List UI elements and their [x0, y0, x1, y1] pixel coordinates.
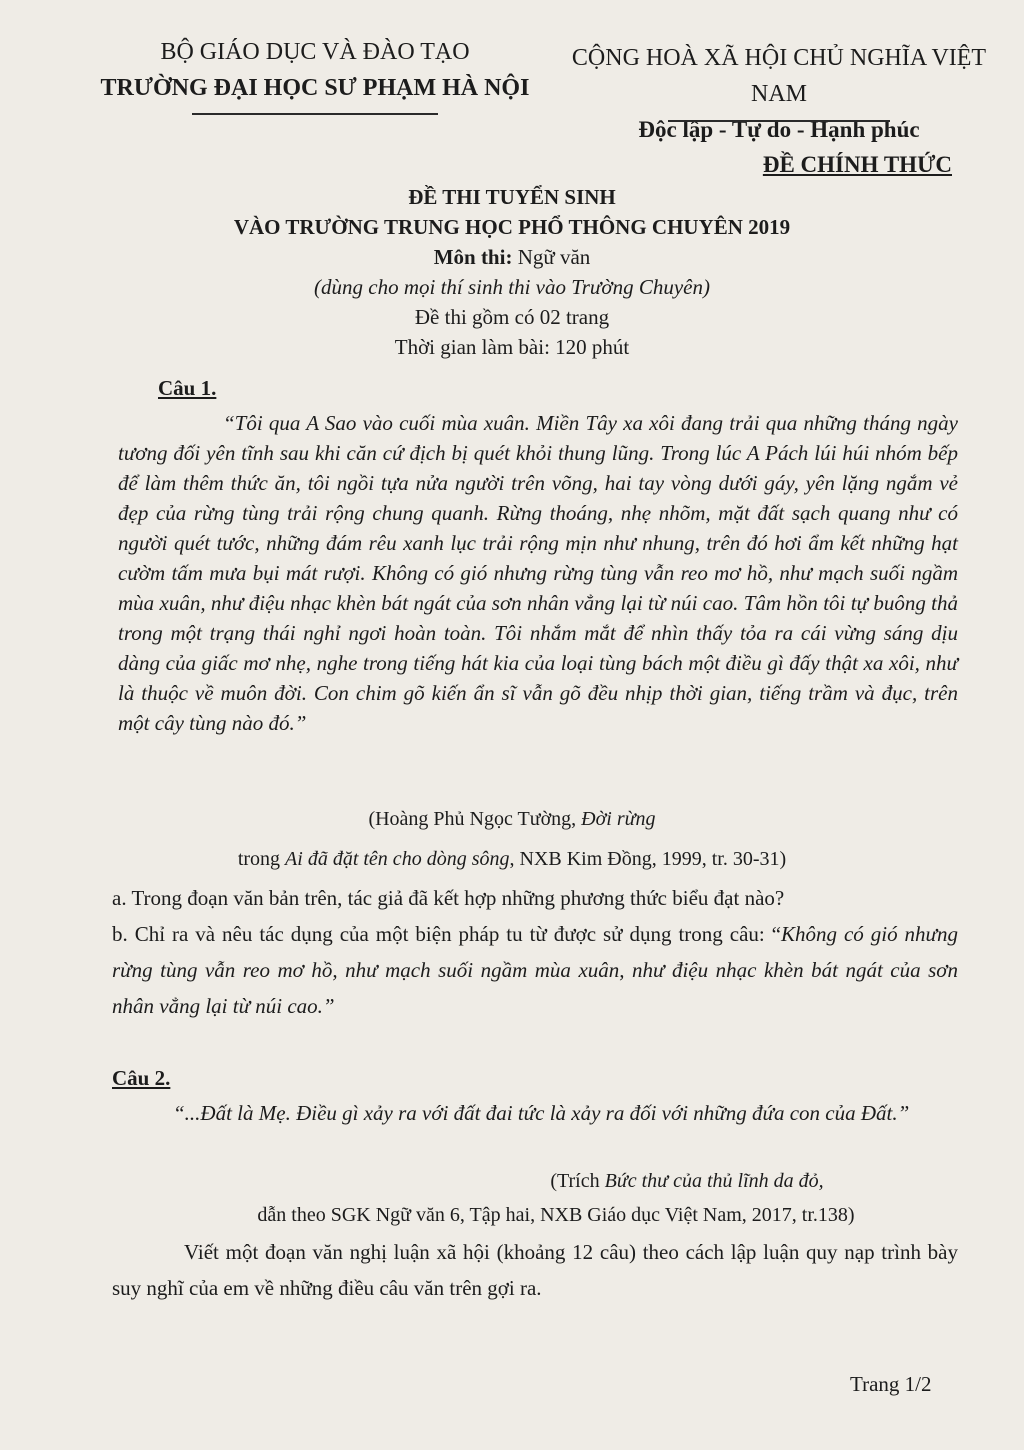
national-motto: Độc lập - Tự do - Hạnh phúc	[638, 117, 920, 142]
page-number: Trang 1/2	[850, 1372, 932, 1396]
subject-label: Môn thi:	[433, 245, 513, 269]
subject-value: Ngữ văn	[517, 245, 591, 269]
passage-text: “Tôi qua A Sao vào cuối mùa xuân. Miền Tây xa xôi đang trải qua những tháng ngày tương đối yên tĩnh sau khi căn cứ địch bị quét khỏi thung lũng. Trong lúc A Pách lúi húi nhóm bếp để làm thêm thức ăn, tôi ngồi tựa nửa người trên võng, hai tay vòng dưới gáy, yên lặng ngắm vẻ đẹp của rừng tùng trải rộng chung quanh. Rừng thoáng, nhẹ nhõm, mặt đất sạch quang như có người quét tước, những đám rêu xanh lục trải rộng mịn như nhung, trên đó hơi ẩm kết những hạt cườm tấm mưa bụi mát rượi. Không có gió nhưng rừng tùng vẫn reo mơ hồ, như mạch suối ngầm mùa xuân, như điệu nhạc khèn bát ngát của sơn nhân vẳng lại từ núi cao. Tâm hồn tôi tự buông thả trong một trạng thái nghỉ ngơi hoàn toàn. Tôi nhắm mắt để nhìn thấy tỏa ra cái vừng sáng dịu dàng của giấc mơ nhẹ, nghe trong tiếng hát kia của loại tùng bách một điều gì đấy thật xa xôi, như là thuộc về muôn đời. Con chim gõ kiến ẩn sĩ vẫn gõ đều nhịp thời gian, tiếng trầm và đục, trên một cây tùng nào đó.”	[118, 411, 958, 735]
source-publisher: , NXB Kim Đồng, 1999, tr. 30-31)	[509, 848, 787, 870]
source-prefix: trong	[237, 848, 286, 870]
source-work-title: Đời rừng	[581, 808, 656, 830]
source-book-title: Ai đã đặt tên cho dòng sông	[285, 848, 510, 870]
exam-pages-note: Đề thi gồm có 02 trang	[414, 305, 610, 329]
q2-source-work: Bức thư của thủ lĩnh da đỏ,	[604, 1170, 824, 1192]
exam-title-block	[0, 182, 1024, 362]
question2-quote	[118, 1096, 958, 1130]
question2-task	[112, 1234, 958, 1306]
country-name: CỘNG HOÀ XÃ HỘI CHỦ NGHĨA VIỆT NAM	[571, 45, 987, 107]
exam-audience: (dùng cho mọi thí sinh thi vào Trường Chuyên)	[314, 275, 710, 299]
question1-items	[112, 880, 958, 1024]
item-b-quote: Không có gió nhưng rừng tùng vẫn reo mơ hồ, như mạch suối ngầm mùa xuân, như điệu nhạc khèn bát ngát của sơn nhân vẳng lại từ núi cao.”	[112, 922, 958, 1018]
q2-source-prefix: (Trích	[550, 1170, 605, 1192]
exam-duration: Thời gian làm bài: 120 phút	[394, 335, 630, 359]
question1-item-b	[112, 916, 958, 1024]
header-left-rule	[192, 113, 438, 115]
exam-title: ĐỀ THI TUYỂN SINH	[408, 185, 616, 209]
question2-label: Câu 2.	[112, 1066, 171, 1090]
national-header	[548, 40, 1010, 148]
question2-quote-text: “...Đất là Mẹ. Điều gì xảy ra với đất đai tức là xảy ra đối với những đứa con của Đất.”	[173, 1101, 910, 1125]
university-name: TRƯỜNG ĐẠI HỌC SƯ PHẠM HÀ NỘI	[100, 75, 530, 101]
question2-source-line1	[175, 1166, 1024, 1196]
question1-passage	[118, 408, 958, 738]
item-b-prompt: b. Chỉ ra và nêu tác dụng của một biện pháp tu từ được sử dụng trong câu: “	[112, 922, 782, 946]
ministry-name: BỘ GIÁO DỤC VÀ ĐÀO TẠO	[160, 39, 470, 65]
question1-source-line2	[0, 844, 1024, 874]
question1-source-line1	[0, 804, 1024, 834]
source-author: (Hoàng Phủ Ngọc Tường,	[368, 808, 582, 830]
question1-item-a: a. Trong đoạn văn bản trên, tác giả đã kết hợp những phương thức biểu đạt nào?	[112, 886, 785, 910]
official-label: ĐỀ CHÍNH THỨC	[762, 152, 952, 177]
exam-subtitle: VÀO TRƯỜNG TRUNG HỌC PHỔ THÔNG CHUYÊN 2019	[233, 215, 791, 239]
exam-subject	[0, 242, 1024, 272]
question2-task-text: Viết một đoạn văn nghị luận xã hội (khoảng 12 câu) theo cách lập luận quy nạp trình bày suy nghĩ của em về những điều câu văn trên gợi ra.	[112, 1240, 958, 1300]
question2-source-line2: dẫn theo SGK Ngữ văn 6, Tập hai, NXB Giáo dục Việt Nam, 2017, tr.138)	[257, 1204, 855, 1226]
header-right-rule	[668, 120, 890, 122]
ministry-header	[100, 34, 530, 106]
question1-label: Câu 1.	[158, 376, 217, 400]
